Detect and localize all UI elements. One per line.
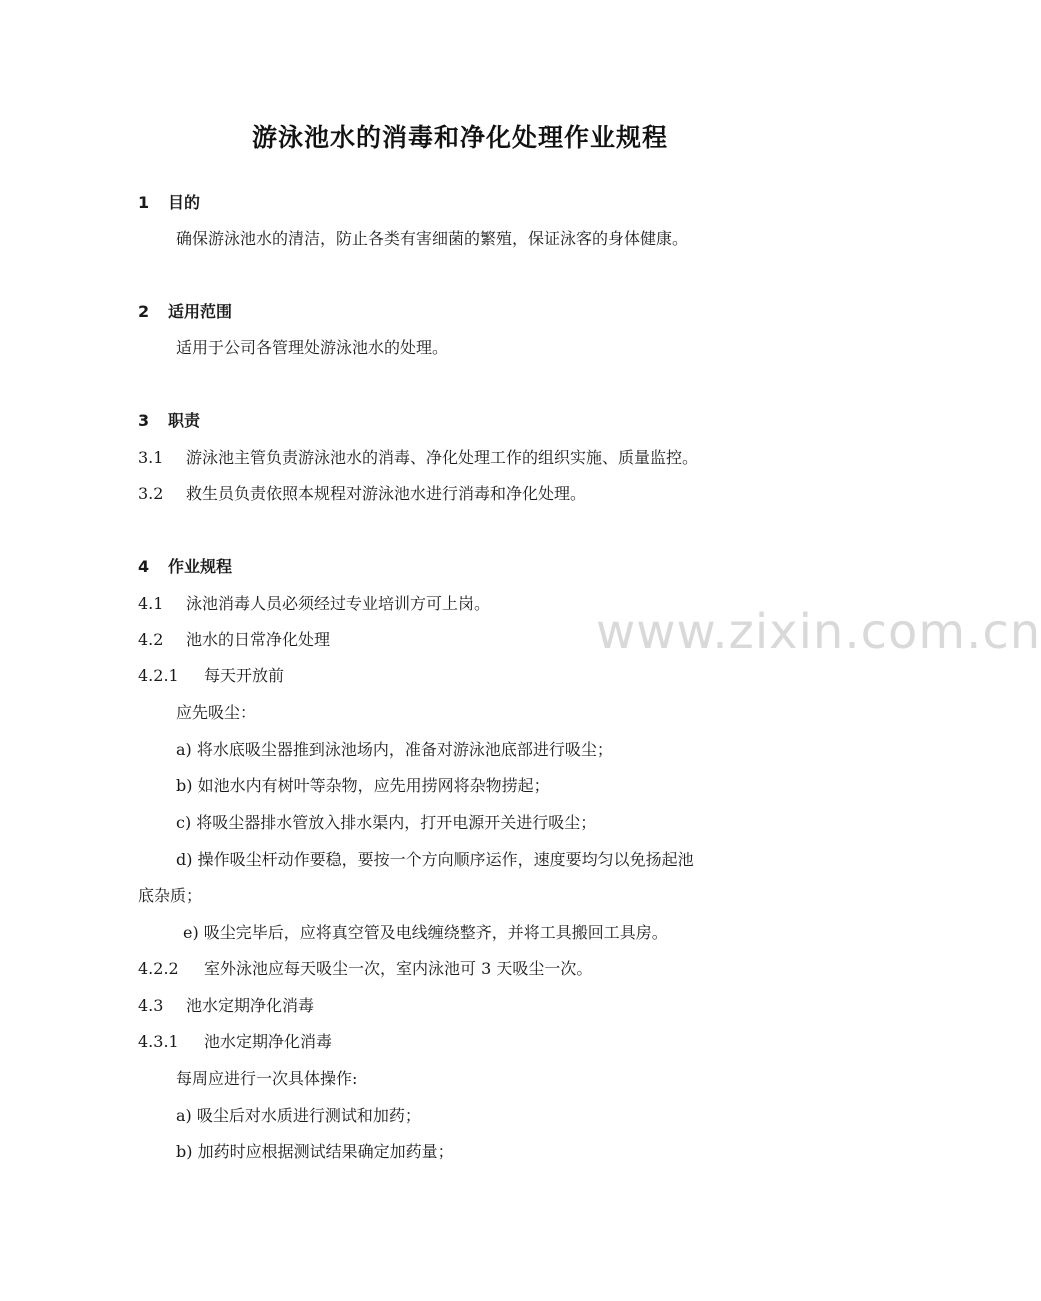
step-item: c) 将吸尘器排水管放入排水渠内，打开电源开关进行吸尘； (176, 813, 597, 832)
clause-text: 泳池消毒人员必须经过专业培训方可上岗。 (186, 594, 491, 613)
section-2-body: 适用于公司各管理处游泳池水的处理。 (176, 338, 449, 357)
section-1-heading (138, 193, 200, 213)
step-intro: 应先吸尘： (176, 703, 257, 722)
section-number: 1 (138, 193, 150, 212)
clause-4-2-1 (138, 666, 284, 686)
clause-text: 每天开放前 (204, 666, 285, 685)
clause-number: 3.1 (138, 448, 164, 467)
clause-number: 4.3.1 (138, 1032, 179, 1051)
section-title: 适用范围 (168, 302, 233, 321)
clause-text: 池水的日常净化处理 (186, 630, 331, 649)
clause-number: 4.2 (138, 630, 164, 649)
step-item: b) 如池水内有树叶等杂物，应先用捞网将杂物捞起； (176, 776, 550, 795)
clause-text: 池水定期净化消毒 (204, 1032, 333, 1051)
clause-number: 4.2.2 (138, 959, 179, 978)
clause-text: 池水定期净化消毒 (186, 996, 315, 1015)
step-item: e) 吸尘完毕后，应将真空管及电线缠绕整齐，并将工具搬回工具房。 (183, 923, 668, 942)
document-title: 游泳池水的消毒和净化处理作业规程 (251, 123, 668, 152)
step-item: d) 操作吸尘杆动作要稳，要按一个方向顺序运作，速度要均匀以免扬起池 (176, 850, 694, 869)
step-intro: 每周应进行一次具体操作: (176, 1069, 358, 1088)
clause-number: 3.2 (138, 484, 164, 503)
clause-number: 4.1 (138, 594, 164, 613)
clause-4-3 (138, 996, 314, 1016)
clause-text: 室外泳池应每天吸尘一次，室内泳池可 3 天吸尘一次。 (204, 959, 593, 978)
section-3-heading (138, 411, 200, 431)
clause-text: 救生员负责依照本规程对游泳池水进行消毒和净化处理。 (186, 484, 587, 503)
section-title: 目的 (168, 193, 201, 212)
step-item: b) 加药时应根据测试结果确定加药量； (176, 1142, 454, 1161)
clause-4-3-1 (138, 1032, 332, 1052)
clause-text: 游泳池主管负责游泳池水的消毒、净化处理工作的组织实施、质量监控。 (186, 448, 699, 467)
section-number: 3 (138, 411, 150, 430)
step-item: a) 将水底吸尘器推到泳池场内，准备对游泳池底部进行吸尘； (176, 740, 613, 759)
step-item-continuation: 底杂质； (138, 886, 203, 905)
section-number: 4 (138, 557, 150, 576)
step-item: a) 吸尘后对水质进行测试和加药； (176, 1106, 421, 1125)
clause-3-1 (138, 448, 698, 468)
section-4-heading (138, 557, 232, 577)
section-1-body: 确保游泳池水的清洁，防止各类有害细菌的繁殖，保证泳客的身体健康。 (176, 229, 689, 248)
watermark: www.zixin.com.cn (596, 604, 1041, 660)
section-title: 职责 (168, 411, 201, 430)
clause-number: 4.3 (138, 996, 164, 1015)
clause-4-2-2 (138, 959, 592, 979)
clause-3-2 (138, 484, 586, 504)
clause-number: 4.2.1 (138, 666, 179, 685)
section-2-heading (138, 302, 232, 322)
section-number: 2 (138, 302, 150, 321)
section-title: 作业规程 (168, 557, 233, 576)
clause-4-1 (138, 594, 490, 614)
clause-4-2 (138, 630, 330, 650)
